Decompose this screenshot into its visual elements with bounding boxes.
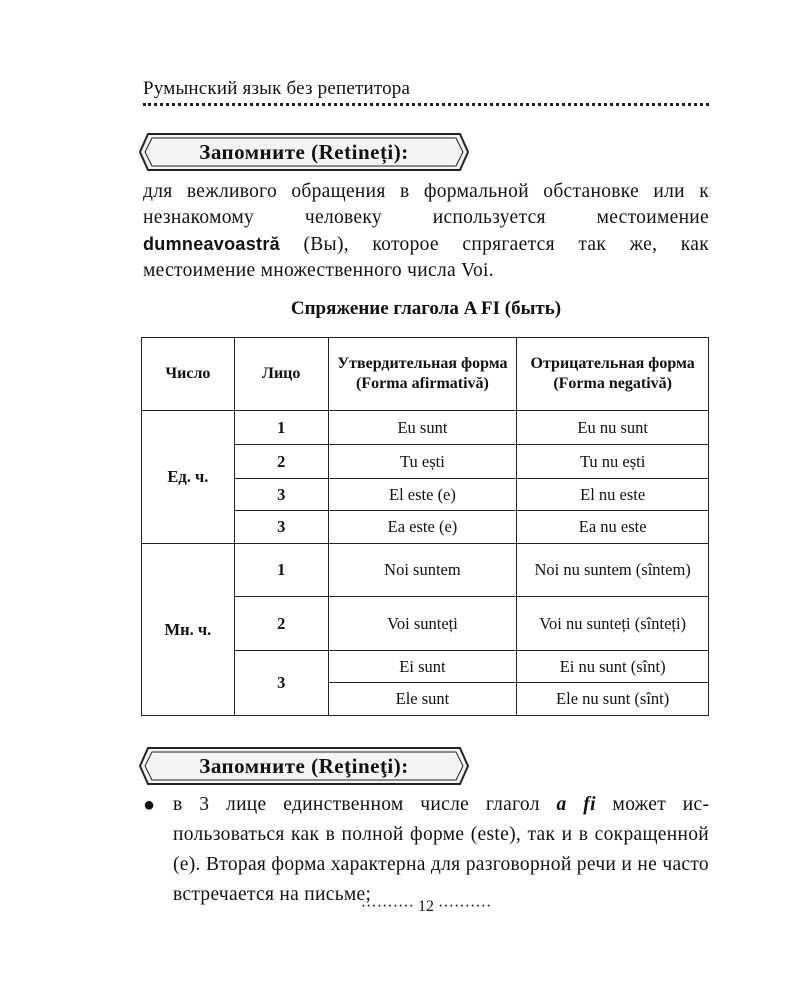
negative-cell: Ele nu sunt (sînt) <box>517 683 709 716</box>
negative-cell: Voi nu sunteți (sînteți) <box>517 597 709 651</box>
negative-cell: Ei nu sunt (sînt) <box>517 651 709 683</box>
intro-paragraph <box>143 179 709 284</box>
person-cell: 2 <box>234 445 328 479</box>
negative-cell: Ea nu este <box>517 511 709 544</box>
page-number: ·········· 12 ·········· <box>360 898 492 915</box>
intro-text-end: (Вы), которое спрягается так же, как местоимение множественного числа Voi. <box>143 234 709 281</box>
intro-text-start: для вежливого обращения в формальной обстановке или к незнакомому человеку используется местоимение <box>143 181 709 228</box>
remember-banner-2 <box>138 746 470 786</box>
person-cell: 3 <box>234 651 328 716</box>
person-cell: 3 <box>234 479 328 511</box>
conjugation-table <box>141 337 709 716</box>
person-cell: 3 <box>234 511 328 544</box>
plural-label: Мн. ч. <box>142 544 235 716</box>
affirmative-cell: Ele sunt <box>328 683 517 716</box>
negative-cell: Eu nu sunt <box>517 411 709 445</box>
header-negative: Отрицательная форма (Forma negativă) <box>517 338 709 411</box>
affirmative-cell: Ea este (e) <box>328 511 517 544</box>
header-person: Лицо <box>234 338 328 411</box>
negative-cell: Tu nu ești <box>517 445 709 479</box>
person-cell: 1 <box>234 544 328 597</box>
affirmative-cell: Ei sunt <box>328 651 517 683</box>
running-header: Румынский язык без репетитора <box>143 78 411 99</box>
singular-label: Ед. ч. <box>142 411 235 544</box>
remember-banner-text: Запомните (Retineți): <box>199 139 409 164</box>
negative-cell: Noi nu suntem (sîntem) <box>517 544 709 597</box>
table-row <box>142 544 709 597</box>
bullet-dot-icon: ● <box>143 794 156 816</box>
bullet-text-start: в 3 лице единственном числе глагол <box>173 794 557 815</box>
intro-bold-word: dumneavoastră <box>143 234 280 254</box>
header-affirmative: Утвердительная форма (Forma afirmativă) <box>328 338 517 411</box>
bullet-text <box>173 790 709 910</box>
table-row <box>142 411 709 445</box>
affirmative-cell: Noi suntem <box>328 544 517 597</box>
header-dotted-rule <box>143 103 709 106</box>
header-number: Число <box>142 338 235 411</box>
affirmative-cell: Eu sunt <box>328 411 517 445</box>
person-cell: 1 <box>234 411 328 445</box>
bullet-italic-term: a fi <box>556 794 596 815</box>
affirmative-cell: Tu ești <box>328 445 517 479</box>
affirmative-cell: Voi sunteți <box>328 597 517 651</box>
remember-banner-2-text: Запомните (Reţineţi): <box>199 753 409 778</box>
table-header-row <box>142 338 709 411</box>
person-cell: 2 <box>234 597 328 651</box>
affirmative-cell: El este (e) <box>328 479 517 511</box>
remember-banner <box>138 132 470 172</box>
negative-cell: El nu este <box>517 479 709 511</box>
table-title: Спряжение глагола A FI (быть) <box>290 298 562 319</box>
bullet-text-end: может использоваться как в полной форме (este), так и в сокращенной (е). Вторая форма характерна для разговорной речи и не часто встречается на письме; <box>173 794 709 905</box>
